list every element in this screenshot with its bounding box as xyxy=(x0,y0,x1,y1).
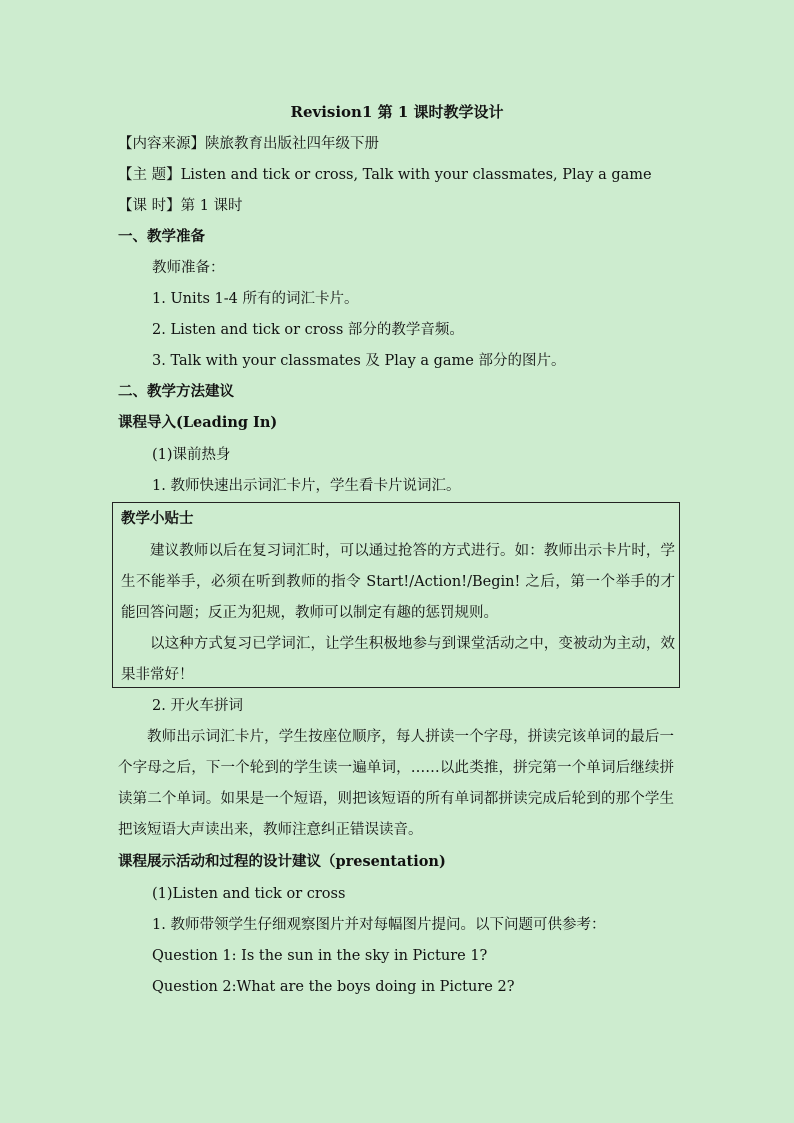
warmup-label: (1)课前热身 xyxy=(152,447,231,463)
tip-title: 教学小贴士 xyxy=(121,510,194,527)
section-heading-preparation: 一、教学准备 xyxy=(118,228,205,245)
content-source: 【内容来源】陕旅教育出版社四年级下册 xyxy=(118,136,379,152)
prep-item-2: 2. Listen and tick or cross 部分的教学音频。 xyxy=(152,322,464,338)
prep-item-1: 1. Units 1-4 所有的词汇卡片。 xyxy=(152,291,359,307)
question-2: Question 2:What are the boys doing in Picture 2? xyxy=(152,979,515,995)
tip-paragraph-1: 建议教师以后在复习词汇时，可以通过抢答的方式进行。如：教师出示卡片时，学生不能举手，必须在听到教师的指令 Start!/Action!/Begin! 之后，第一个举手的才能回答问题；反正为犯规，教师可以制定有趣的惩罚规则。 xyxy=(121,543,675,621)
observe-step: 1. 教师带领学生仔细观察图片并对每幅图片提问。以下问题可供参考： xyxy=(152,917,606,933)
warmup-step-1: 1. 教师快速出示词汇卡片，学生看卡片说词汇。 xyxy=(152,478,461,494)
train-spelling-paragraph: 教师出示词汇卡片，学生按座位顺序，每人拼读一个字母，拼读完该单词的最后一个字母之后，下一个轮到的学生读一遍单词，……以此类推，拼完第一个单词后继续拼读第二个单词。如果是一个短语，则把该短语的所有单词都拼读完成后轮到的那个学生把该短语大声读出来，教师注意纠正错误读音。 xyxy=(118,729,674,838)
presentation-heading: 课程展示活动和过程的设计建议（presentation) xyxy=(118,853,446,870)
document-title: Revision1 第 1 课时教学设计 xyxy=(290,103,504,121)
topic: 【主 题】Listen and tick or cross, Talk with your classmates, Play a game xyxy=(118,167,652,183)
teacher-prep-label: 教师准备： xyxy=(152,260,225,276)
prep-item-3: 3. Talk with your classmates 及 Play a game 部分的图片。 xyxy=(152,353,566,369)
listen-activity-label: (1)Listen and tick or cross xyxy=(152,886,346,902)
class-period: 【课 时】第 1 课时 xyxy=(118,198,243,214)
tip-paragraph-2: 以这种方式复习已学词汇，让学生积极地参与到课堂活动之中，变被动为主动，效果非常好！ xyxy=(121,636,675,683)
warmup-step-2: 2. 开火车拼词 xyxy=(152,698,243,714)
section-heading-methods: 二、教学方法建议 xyxy=(118,383,234,400)
question-1: Question 1: Is the sun in the sky in Picture 1? xyxy=(152,948,488,964)
leading-in-heading: 课程导入(Leading In) xyxy=(118,414,278,431)
teaching-tip-box xyxy=(112,502,680,688)
